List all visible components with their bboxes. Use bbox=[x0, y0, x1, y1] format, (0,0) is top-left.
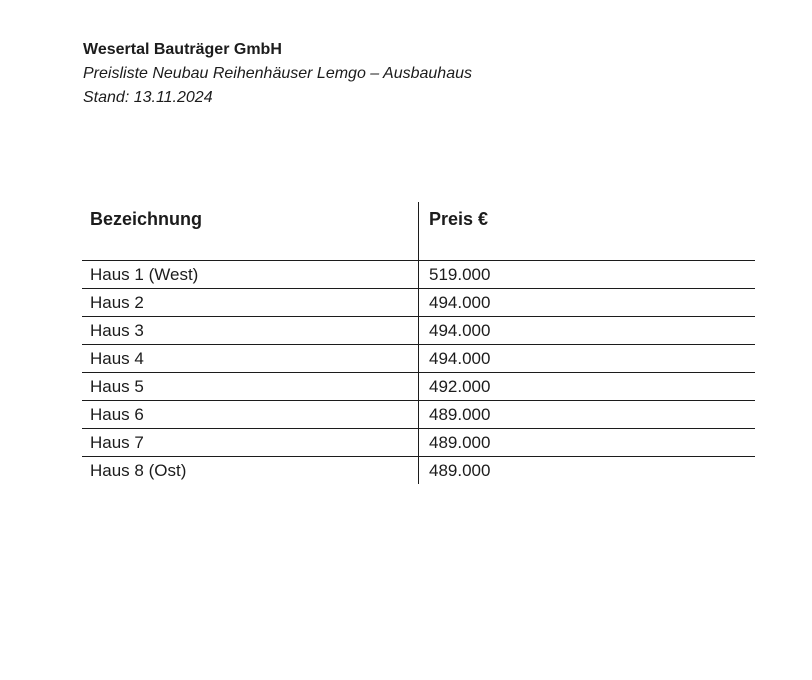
table-row bbox=[82, 288, 755, 316]
cell-bezeichnung: Haus 7 bbox=[90, 432, 144, 452]
cell-preis: 492.000 bbox=[418, 373, 755, 400]
price-table bbox=[82, 202, 755, 484]
cell-bezeichnung: Haus 6 bbox=[90, 404, 144, 424]
cell-bezeichnung: Haus 5 bbox=[90, 376, 144, 396]
cell-preis: 519.000 bbox=[418, 261, 755, 288]
column-header-preis: Preis € bbox=[418, 202, 755, 260]
table-row bbox=[82, 372, 755, 400]
table-row bbox=[82, 344, 755, 372]
cell-bezeichnung: Haus 3 bbox=[90, 320, 144, 340]
document-header bbox=[83, 38, 472, 110]
table-row bbox=[82, 400, 755, 428]
table-row bbox=[82, 260, 755, 288]
cell-bezeichnung: Haus 4 bbox=[90, 348, 144, 368]
cell-preis: 494.000 bbox=[418, 345, 755, 372]
cell-bezeichnung: Haus 2 bbox=[90, 292, 144, 312]
company-name: Wesertal Bauträger GmbH bbox=[83, 41, 282, 58]
cell-preis: 489.000 bbox=[418, 401, 755, 428]
document-date: Stand: 13.11.2024 bbox=[83, 89, 213, 106]
table-row bbox=[82, 428, 755, 456]
table-row bbox=[82, 316, 755, 344]
cell-preis: 489.000 bbox=[418, 429, 755, 456]
table-row bbox=[82, 456, 755, 484]
cell-bezeichnung: Haus 8 (Ost) bbox=[90, 460, 187, 480]
cell-bezeichnung: Haus 1 (West) bbox=[90, 264, 199, 284]
cell-preis: 489.000 bbox=[418, 457, 755, 484]
table-header-row bbox=[82, 202, 755, 260]
cell-preis: 494.000 bbox=[418, 317, 755, 344]
document-subtitle: Preisliste Neubau Reihenhäuser Lemgo – Ausbauhaus bbox=[83, 65, 472, 82]
column-header-bezeichnung: Bezeichnung bbox=[90, 209, 203, 229]
cell-preis: 494.000 bbox=[418, 289, 755, 316]
